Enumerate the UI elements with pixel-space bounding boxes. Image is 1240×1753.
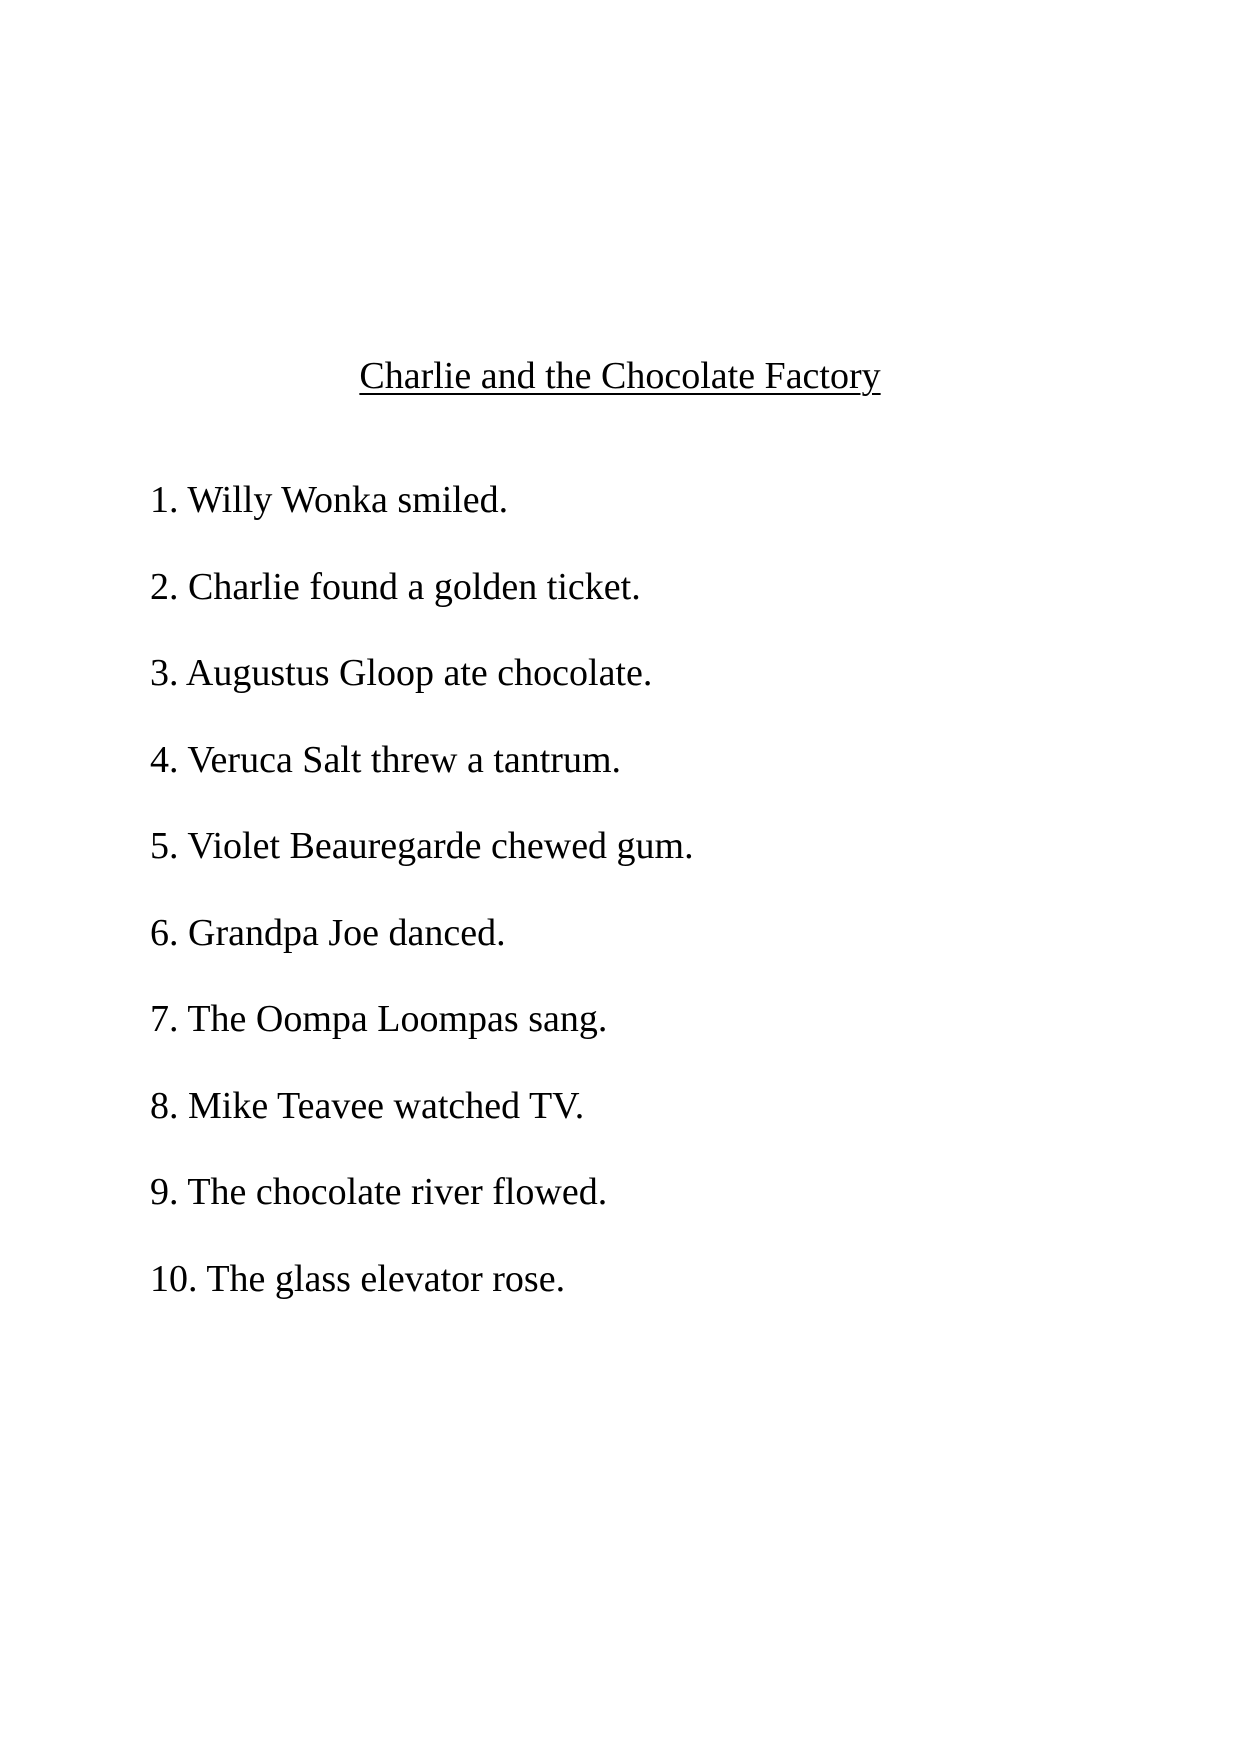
- list-item: [150, 476, 694, 563]
- item-number: 1.: [150, 479, 179, 521]
- item-number: 8.: [150, 1084, 179, 1127]
- item-number: 6.: [150, 911, 179, 954]
- list-item: [150, 1255, 694, 1342]
- item-text: The chocolate river flowed.: [187, 1171, 608, 1213]
- item-text: Augustus Gloop ate chocolate.: [185, 652, 653, 694]
- list-item: [150, 1168, 694, 1255]
- item-number: 4.: [150, 738, 179, 781]
- sentence-list: [150, 476, 694, 1341]
- list-item: [150, 909, 694, 996]
- item-text: Grandpa Joe danced.: [188, 911, 506, 954]
- list-item: [150, 736, 694, 823]
- item-number: 9.: [150, 1171, 179, 1213]
- list-item: [150, 822, 694, 909]
- item-text: Veruca Salt threw a tantrum.: [187, 738, 622, 781]
- list-item: [150, 995, 694, 1082]
- item-number: 5.: [150, 825, 179, 867]
- item-text: Willy Wonka smiled.: [187, 479, 509, 521]
- item-number: 2.: [150, 565, 179, 608]
- item-text: Mike Teavee watched TV.: [188, 1084, 585, 1127]
- item-number: 3.: [150, 652, 179, 694]
- page-title-text: Charlie and the Chocolate Factory: [359, 355, 881, 397]
- item-number: 10.: [150, 1257, 198, 1300]
- list-item: [150, 1082, 694, 1169]
- list-item: [150, 563, 694, 650]
- list-item: [150, 649, 694, 736]
- item-text: Charlie found a golden ticket.: [188, 565, 641, 608]
- page-title: [0, 352, 1240, 400]
- item-text: The Oompa Loompas sang.: [187, 998, 608, 1040]
- item-text: The glass elevator rose.: [206, 1257, 566, 1300]
- item-number: 7.: [150, 998, 179, 1040]
- item-text: Violet Beauregarde chewed gum.: [187, 825, 694, 867]
